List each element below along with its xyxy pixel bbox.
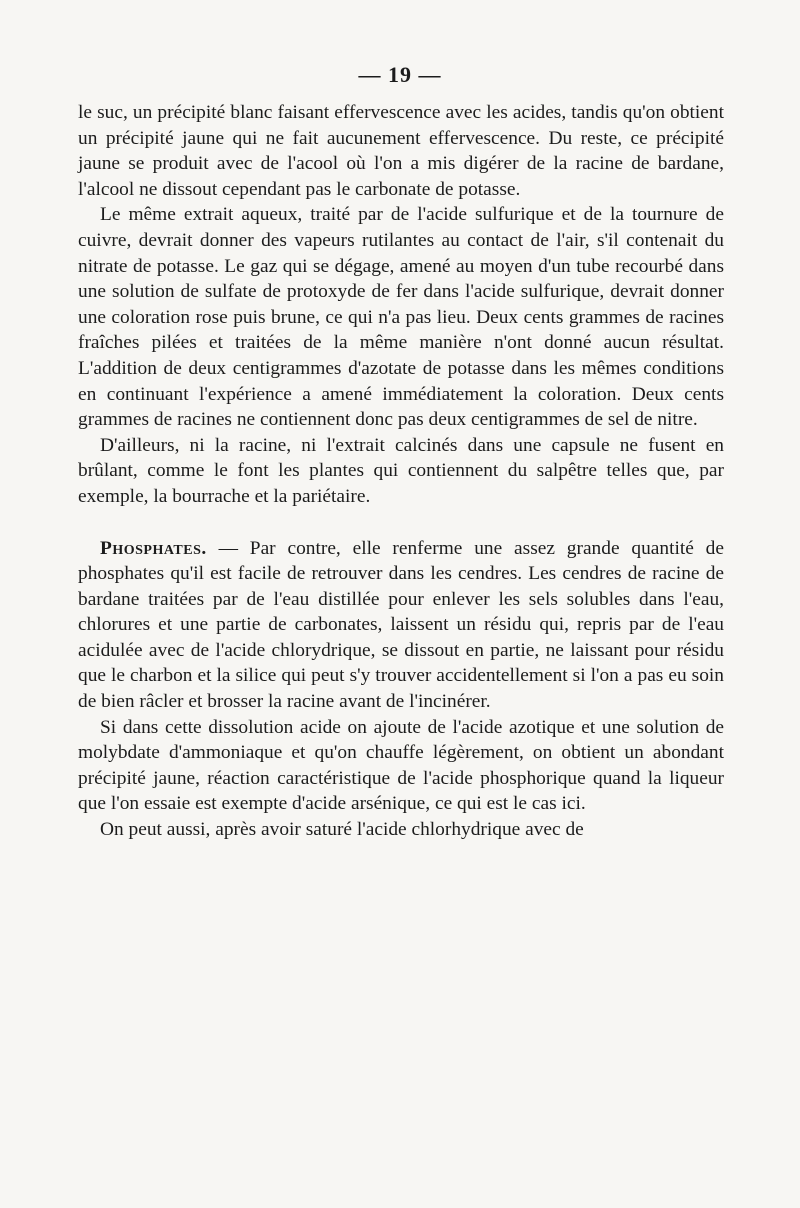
paragraph-5: Si dans cette dissolution acide on ajoute de l'acide azotique et une solution de molybdate d'ammoniaque et qu'on chauffe légèrement, on obtient un abondant précipité jaune, réaction caractéristique de l'acide phosphorique quand la liqueur que l'on essaie est exempte d'acide arsénique, ce qui est le cas ici. (78, 716, 724, 815)
paragraph-3: D'ailleurs, ni la racine, ni l'extrait calcinés dans une capsule ne fusent en brûlant, comme le font les plantes qui contiennent du salpêtre telles que, par exemple, la bourrache et la pariétaire. (78, 434, 724, 507)
section-heading-phosphates: Phosphates. (100, 537, 207, 559)
paragraph-phosphates-text: — Par contre, elle renferme une assez grande quantité de phosphates qu'il est facile de retrouver dans les cendres. Les cendres de racine de bardane traitées par de l'eau distillée pour enlever les sels solubles dans l'eau, chlorures et une partie de carbonates, laissent un résidu qui, repris par de l'eau acidulée avec de l'acide chlorydrique, se dissout en partie, ne laissant pour résidu que le charbon et la silice qui peut s'y trouver accidentellement si l'on a pas eu soin de bien râcler et brosser la racine avant de l'incinérer. (78, 537, 724, 713)
page-number: — 19 — (358, 62, 442, 87)
paragraph-1: le suc, un précipité blanc faisant effervescence avec les acides, tandis qu'on obtient un précipité jaune qui ne fait aucunement effervescence. Du reste, ce précipité jaune se produit avec de l'acool où l'on a mis digérer de la racine de bardane, l'alcool ne dissout cependant pas le carbonate de potasse. (78, 102, 724, 200)
body-text (78, 100, 724, 843)
paragraph-6: On peut aussi, après avoir saturé l'acide chlorhydrique avec de (100, 819, 584, 841)
paragraph-2: Le même extrait aqueux, traité par de l'acide sulfurique et de la tournure de cuivre, devrait donner des vapeurs rutilantes au contact de l'air, s'il contenait du nitrate de potasse. Le gaz qui se dégage, amené au moyen d'un tube recourbé dans une solution de sulfate de protoxyde de fer dans l'acide sulfurique, devrait donner une coloration rose puis brune, ce qui n'a pas lieu. Deux cents grammes de racines fraîches pilées et traitées de la même manière n'ont donné aucun résultat. L'addition de deux centigrammes d'azotate de potasse dans les mêmes conditions en continuant l'expérience a amené immédiatement la coloration. Deux cents grammes de racines ne contiennent donc pas deux centigrammes de sel de nitre. (78, 204, 724, 431)
paragraph-phosphates (78, 536, 724, 715)
